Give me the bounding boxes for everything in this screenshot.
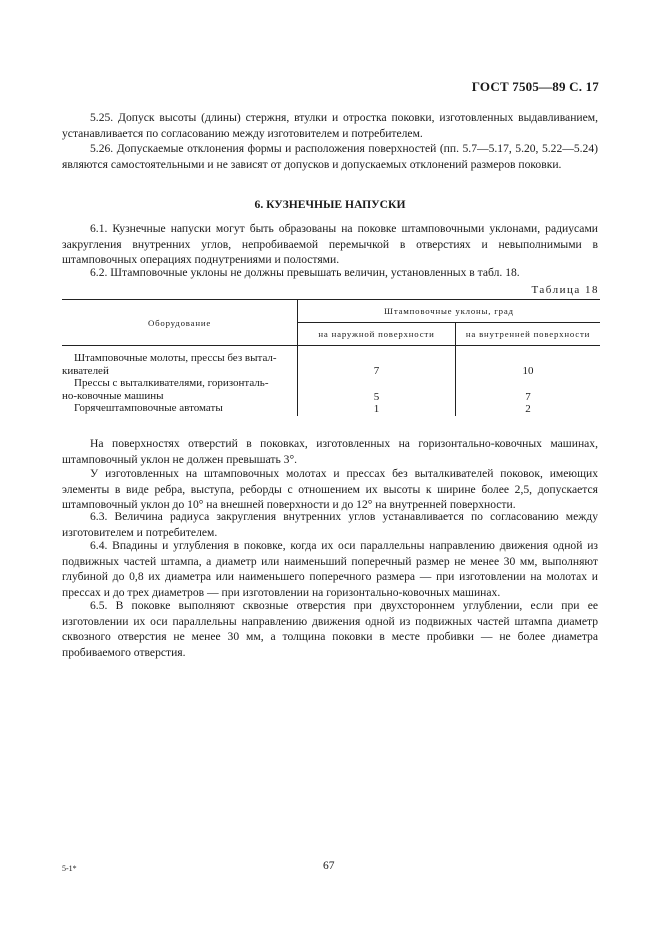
paragraph-6-1: 6.1. Кузнечные напуски могут быть образованы на поковке штамповочными уклонами, радиусами закругления внутренних углов, непробиваемой перемычкой в отверстиях и невыполнимыми в штамповочных операциях поднутрениями и полостями. [62,222,598,267]
header-equipment: Оборудование [62,300,298,346]
paragraph-6-4: 6.4. Впадины и углубления в поковке, когда их оси параллельны направлению движения одной из подвижных частей штампа, а диаметр или наименьший поперечный размер не менее 30 мм, выполняют глубиной до 0,8 их диаметра или наименьшего поперечного размера — при изготовлении на молотах и прессах и до трех диаметров — при изготовлении на горизонтально-ковочных машинах. [62,539,598,599]
row-2-equipment-l1: Прессы с выталкивателями, горизонталь- [74,377,269,389]
footer-mark: 5-1* [62,864,77,873]
slopes-table [62,299,600,416]
table-caption: Таблица 18 [531,284,599,296]
paragraph-ribs-slope: У изготовленных на штамповочных молотах и прессах без выталкивателей поковок, имеющих элементы в виде ребра, выступа, реборды с отношением их высоты к ширине более 2,5, допускается штамповочный уклон до 10° на внешней поверхности и до 12° на внутренней поверхности. [62,467,598,512]
row-1-equipment-l2: кивателей [62,364,109,377]
row-1-equipment-l1: Штамповочные молоты, прессы без вытал- [74,352,277,364]
row-2-equipment-l2: но-ковочные машины [62,389,164,402]
equipment-column [62,346,298,417]
row-2-inner: 7 [525,390,531,403]
outer-values-column [298,346,456,417]
row-3-outer: 1 [373,403,380,415]
paragraph-5-26: 5.26. Допускаемые отклонения формы и расположения поверхностей (пп. 5.7—5.17, 5.20, 5.22—5.24) являются самостоятельными и не зависят от допусков и допускаемых отклонений размеров поковки. [62,142,598,171]
header-group-slopes: Штамповочные уклоны, град [298,300,601,323]
row-2-outer: 5 [373,390,380,403]
paragraph-6-3: 6.3. Величина радиуса закругления внутренних углов устанавливается по согласованию между изготовителем и потребителем. [62,510,598,539]
row-1-outer: 7 [373,365,380,377]
section-heading: 6. КУЗНЕЧНЫЕ НАПУСКИ [254,198,406,211]
paragraph-6-5: 6.5. В поковке выполняют сквозные отверстия при двухстороннем углублении, если при ее изготовлении их оси параллельны направлению движения одной из подвижных частей штампа диаметр сквозного отверстия не менее 30 мм, а толщина поковки в месте пробивки — не более диаметра пробиваемого отверстия. [62,599,598,659]
page-header: ГОСТ 7505—89 С. 17 [471,79,599,94]
row-3-inner: 2 [525,403,531,415]
row-3-equipment-l1: Горячештамповочные автоматы [74,402,223,414]
paragraph-6-2: 6.2. Штамповочные уклоны не должны превышать величин, установленных в табл. 18. [90,266,520,279]
inner-values-column [456,346,601,417]
header-inner-surface: на внутренней поверхности [456,323,601,346]
paragraph-holes-slope: На поверхностях отверстий в поковках, изготовленных на горизонтально-ковочных машинах, штамповочный уклон не должен превышать 3°. [62,437,598,466]
paragraph-5-25: 5.25. Допуск высоты (длины) стержня, втулки и отростка поковки, изготовленных выдавливанием, устанавливается по согласованию между изготовителем и потребителем. [62,111,598,140]
header-outer-surface: на наружной поверхности [298,323,456,346]
row-1-inner: 10 [522,365,534,377]
page-number: 67 [323,860,335,872]
